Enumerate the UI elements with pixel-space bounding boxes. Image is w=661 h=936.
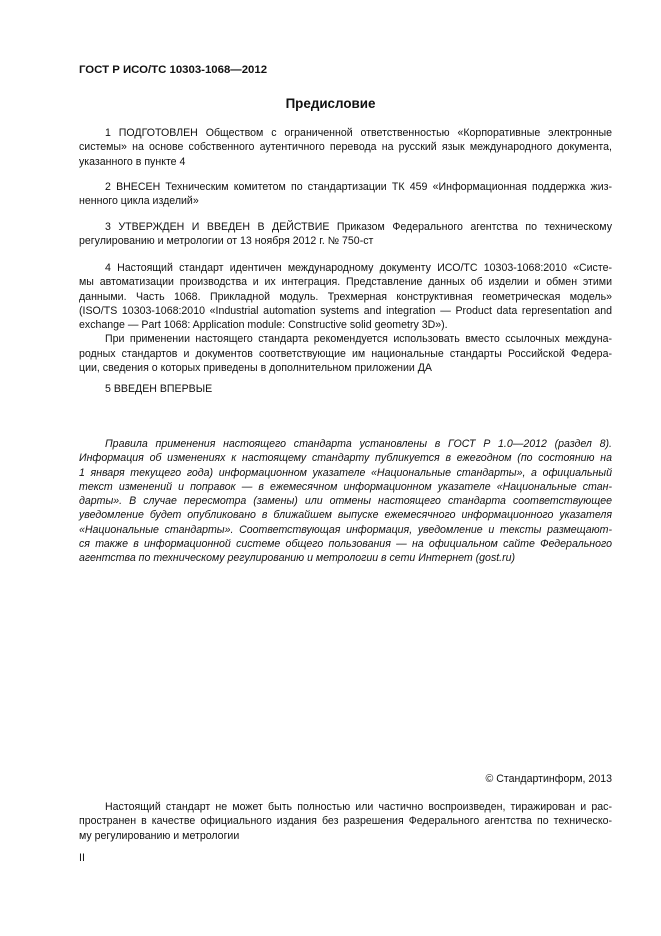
text-line: При применении настоящего стандарта рекомендуется использовать вместо ссылочных междуна-	[105, 333, 612, 346]
text-line: (ISO/TS 10303-1068:2010 «Industrial automation systems and integration — Product data representation and	[79, 304, 612, 317]
text-line: текст изменений и поправок — в ежемесячном информационном указателе «Национальные стан-	[79, 480, 612, 493]
text-line: регулированию и метрологии от 13 ноября 2012 г. № 750-ст	[79, 235, 374, 248]
copyright-notice: © Стандартинформ, 2013	[485, 773, 612, 785]
text-line: Настоящий стандарт не может быть полностью или частично воспроизведен, тиражирован и рас-	[105, 801, 612, 813]
foreword-item-5	[79, 382, 612, 396]
text-line: ненного цикла изделий»	[79, 195, 199, 208]
foreword-item-4	[79, 261, 612, 375]
page-number: II	[79, 852, 85, 864]
text-line: системы» на основе собственного аутентичного перевода на русский язык международного документа,	[79, 141, 612, 154]
text-line: дарты». В случае пересмотра (замены) или отмены настоящего стандарта соответствующее	[79, 495, 612, 508]
text-line: указанного в пункте 4	[79, 155, 186, 168]
text-line: 1 января текущего года) информационном указателе «Национальные стандарты», а официальный	[79, 466, 612, 479]
text-line: данными. Часть 1068. Прикладной модуль. Трехмерная конструктивная геометрическая модель»	[79, 290, 612, 303]
text-line: «Национальные стандарты». Соответствующая информация, уведомление и тексты размещают-	[79, 523, 612, 536]
document-code: ГОСТ Р ИСО/ТС 10303-1068—2012	[79, 64, 268, 76]
usage-rules-notice	[79, 437, 612, 566]
foreword-item-3	[79, 220, 612, 249]
text-line: 2 ВНЕСЕН Техническим комитетом по стандартизации ТК 459 «Информационная поддержка жиз-	[105, 181, 612, 193]
text-line: ции, сведения о которых приведены в дополнительном приложении ДА	[79, 362, 432, 375]
text-line: мы автоматизации производства и их интеграция. Представление данных об изделии и обмен этими	[79, 276, 612, 289]
text-line: Информация об изменениях к настоящему стандарту публикуется в ежегодном (по состоянию на	[79, 452, 612, 465]
text-line: 4 Настоящий стандарт идентичен международному документу ИСО/ТС 10303-1068:2010 «Систе-	[105, 262, 612, 274]
text-line: 1 ПОДГОТОВЛЕН Обществом с ограниченной ответственностью «Корпоративные электронные	[105, 127, 612, 139]
text-line: пространен в качестве официального издания без разрешения Федерального агентства по техническо-	[79, 815, 612, 828]
page-title: Предисловие	[285, 96, 376, 111]
text-line: ся также в информационной системе общего пользования — на официальном сайте Федерального	[79, 538, 612, 551]
text-line: 5 ВВЕДЕН ВПЕРВЫЕ	[105, 383, 213, 395]
text-line: Правила применения настоящего стандарта установлены в ГОСТ Р 1.0—2012 (раздел 8).	[105, 438, 612, 450]
text-line: уведомление будет опубликовано в ближайшем выпуске ежемесячного информационного указателя	[79, 509, 612, 522]
text-line: exchange — Part 1068: Application module: Constructive solid geometry 3D»).	[79, 319, 448, 332]
foreword-item-1	[79, 126, 612, 169]
text-line: агентства по техническому регулированию и метрологии в сети Интернет (gost.ru)	[79, 552, 516, 565]
text-line: родных стандартов и документов соответствующие им национальные стандарты Российской Федера-	[79, 347, 612, 360]
text-line: му регулированию и метрологии	[79, 829, 240, 842]
foreword-item-2	[79, 180, 612, 209]
text-line: 3 УТВЕРЖДЕН И ВВЕДЕН В ДЕЙСТВИЕ Приказом Федерального агентства по техническому	[105, 221, 612, 233]
reproduction-notice	[79, 800, 612, 843]
